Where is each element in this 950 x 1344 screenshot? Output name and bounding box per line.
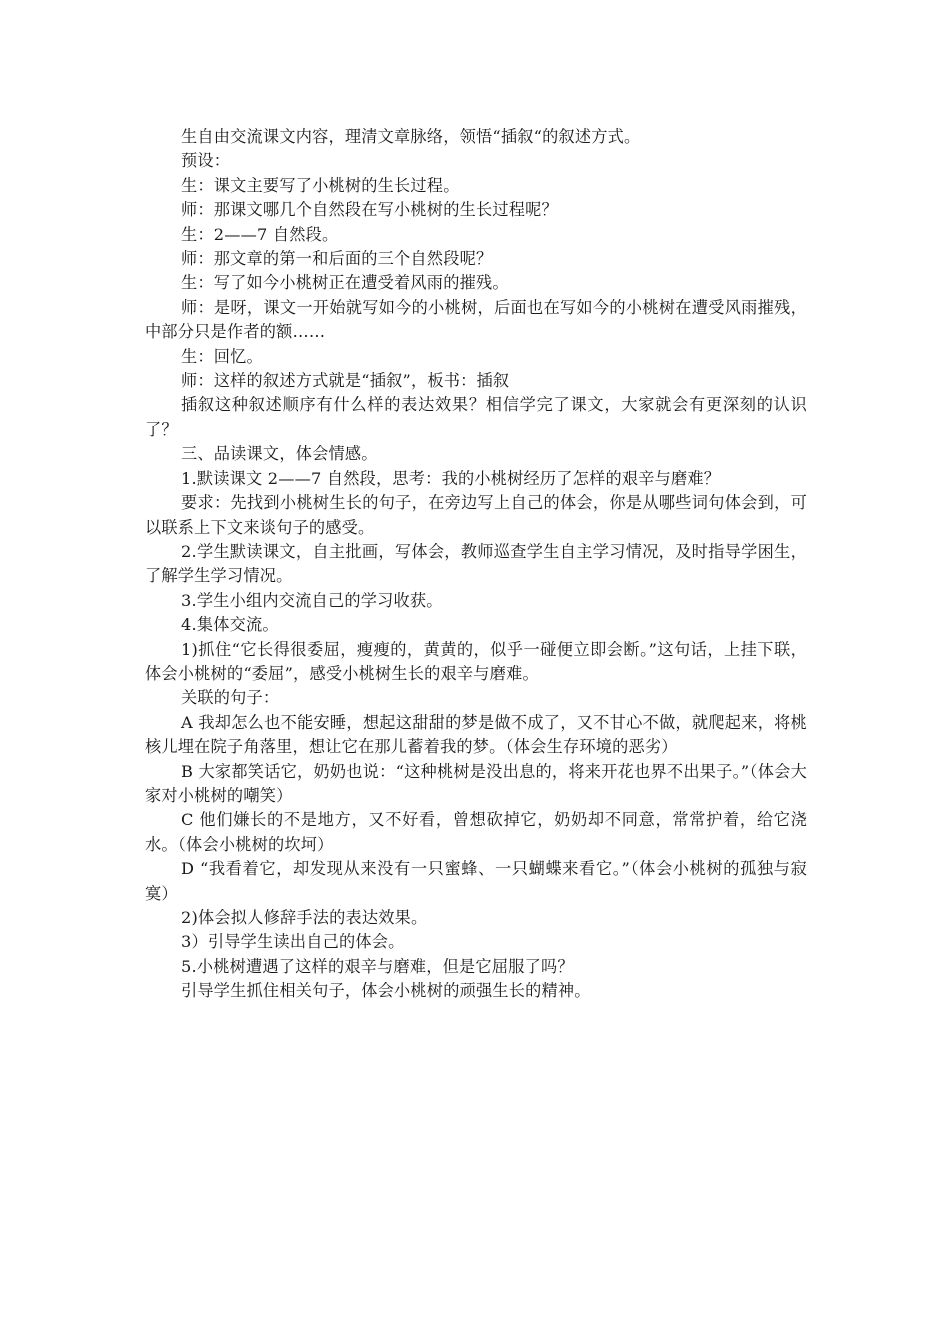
related-sentence-a: A 我却怎么也不能安睡，想起这甜甜的梦是做不成了，又不甘心不做，就爬起来，将桃核儿埋在院子角落里，想让它在那儿蓄着我的梦。（体会生存环境的恶劣） xyxy=(145,712,807,757)
related-sentence-d: D “我看着它，却发现从来没有一只蜜蜂、一只蝴蝶来看它。”（体会小桃树的孤独与寂寞） xyxy=(145,859,807,903)
step-item: 3.学生小组内交流自己的学习收获。 xyxy=(181,590,443,610)
document-page xyxy=(145,125,807,1004)
related-sentences-label: 关联的句子： xyxy=(181,688,280,708)
step-item: 4.集体交流。 xyxy=(181,615,279,635)
sub-step-item: 2)体会拟人修辞手法的表达效果。 xyxy=(181,908,428,927)
dialogue-line: 生：写了如今小桃树正在遭受着风雨的摧残。 xyxy=(181,273,509,293)
paragraph-question: 插叙这种叙述顺序有什么样的表达效果？相信学完了课文，大家就会有更深刻的认识了？ xyxy=(145,395,807,439)
sub-step-item: 1)抓住“它长得很委屈，瘦瘦的，黄黄的，似乎一碰便立即会断。”这句话，上挂下联，体会小桃树的“委屈”，感受小桃树生长的艰辛与磨难。 xyxy=(145,639,808,683)
paragraph-intro: 生自由交流课文内容，理清文章脉络，领悟“插叙“的叙述方式。 xyxy=(181,127,641,146)
step-item: 5.小桃树遭遇了这样的艰辛与磨难，但是它屈服了吗？ xyxy=(181,956,574,976)
related-sentence-c: C 他们嫌长的不是地方，又不好看，曾想砍掉它，奶奶却不同意，常常护着，给它浇水。（体会小桃树的坎坷） xyxy=(145,810,807,854)
sub-step-item: 3）引导学生读出自己的体会。 xyxy=(181,932,405,952)
step-item: 1.默读课文 2——7 自然段，思考：我的小桃树经历了怎样的艰辛与磨难？ xyxy=(181,468,721,488)
step-item: 2.学生默读课文，自主批画，写体会，教师巡查学生自主学习情况，及时指导学困生，了解学生学习情况。 xyxy=(145,541,807,586)
dialogue-line: 师：那课文哪几个自然段在写小桃树的生长过程呢？ xyxy=(181,200,558,220)
dialogue-line: 师：是呀，课文一开始就写如今的小桃树，后面也在写如今的小桃树在遭受风雨摧残，中部分只是作者的额…… xyxy=(145,297,807,342)
dialogue-line: 生：2——7 自然段。 xyxy=(181,224,339,244)
dialogue-line: 师：这样的叙述方式就是“插叙”，板书：插叙 xyxy=(181,371,510,391)
section-heading: 三、品读课文，体会情感。 xyxy=(181,444,378,464)
paragraph-preset: 预设： xyxy=(181,151,231,171)
requirement-paragraph: 要求：先找到小桃树生长的句子，在旁边写上自己的体会，你是从哪些词句体会到，可以联系上下文来谈句子的感受。 xyxy=(145,493,807,537)
dialogue-line: 生：回忆。 xyxy=(181,346,263,366)
dialogue-line: 生：课文主要写了小桃树的生长过程。 xyxy=(181,175,460,195)
dialogue-line: 师：那文章的第一和后面的三个自然段呢？ xyxy=(181,249,493,269)
closing-paragraph: 引导学生抓住相关句子，体会小桃树的顽强生长的精神。 xyxy=(181,981,591,1001)
related-sentence-b: B 大家都笑话它，奶奶也说：“这种桃树是没出息的，将来开花也界不出果子。”（体会大家对小桃树的嘲笑） xyxy=(145,761,807,805)
